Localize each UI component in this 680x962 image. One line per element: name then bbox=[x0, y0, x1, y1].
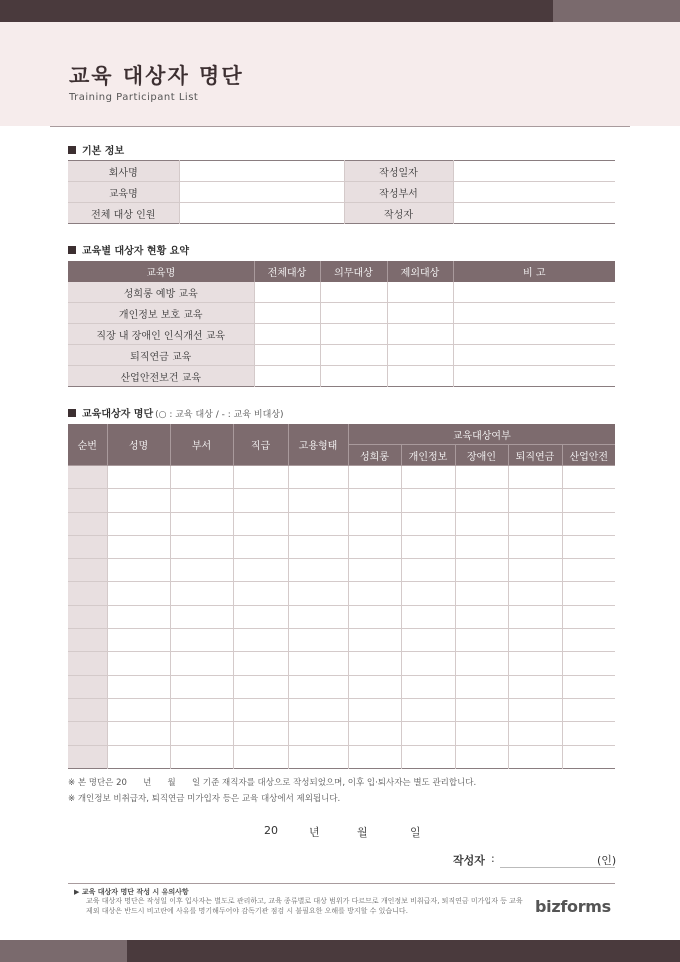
row-label: 성희롱 예방 교육 bbox=[68, 282, 254, 303]
table-cell[interactable] bbox=[320, 345, 387, 366]
table-row bbox=[68, 489, 615, 512]
date-written-label: 작성일자 bbox=[344, 161, 453, 182]
date-written-field[interactable] bbox=[453, 161, 615, 182]
table-cell[interactable] bbox=[107, 466, 170, 489]
basic-info-section-title: 기본 정보 bbox=[68, 142, 124, 157]
table-cell[interactable] bbox=[233, 489, 288, 512]
table-cell[interactable] bbox=[288, 675, 348, 698]
table-cell[interactable] bbox=[233, 675, 288, 698]
row-number-cell[interactable] bbox=[68, 745, 107, 768]
table-cell[interactable] bbox=[562, 675, 615, 698]
table-cell[interactable] bbox=[320, 324, 387, 345]
writer-label: 작성자 bbox=[344, 203, 453, 224]
table-cell[interactable] bbox=[348, 489, 401, 512]
table-row bbox=[68, 582, 615, 605]
table-cell[interactable] bbox=[455, 605, 508, 628]
table-row bbox=[68, 324, 615, 345]
table-cell[interactable] bbox=[348, 535, 401, 558]
notes bbox=[68, 775, 476, 807]
table-cell[interactable] bbox=[288, 466, 348, 489]
table-row bbox=[68, 535, 615, 558]
table-cell[interactable] bbox=[288, 582, 348, 605]
square-bullet-icon bbox=[68, 409, 76, 417]
total-count-label: 전체 대상 인원 bbox=[68, 203, 179, 224]
table-row bbox=[68, 698, 615, 721]
col-excluded: 제외대상 bbox=[387, 261, 453, 282]
col-remarks: 비 고 bbox=[453, 261, 615, 282]
table-cell[interactable] bbox=[401, 466, 455, 489]
table-cell[interactable] bbox=[233, 745, 288, 768]
training-name-field[interactable] bbox=[179, 182, 344, 203]
table-cell[interactable] bbox=[401, 582, 455, 605]
table-cell[interactable] bbox=[453, 282, 615, 303]
table-row bbox=[68, 559, 615, 582]
table-cell[interactable] bbox=[170, 722, 233, 745]
table-cell[interactable] bbox=[288, 698, 348, 721]
table-cell[interactable] bbox=[348, 629, 401, 652]
summary-table bbox=[68, 261, 615, 387]
table-cell[interactable] bbox=[170, 605, 233, 628]
writer-field[interactable] bbox=[453, 203, 615, 224]
table-cell[interactable] bbox=[455, 745, 508, 768]
square-bullet-icon bbox=[68, 146, 76, 154]
table-row bbox=[68, 605, 615, 628]
table-cell[interactable] bbox=[288, 652, 348, 675]
table-cell[interactable] bbox=[233, 605, 288, 628]
table-cell[interactable] bbox=[401, 605, 455, 628]
table-cell[interactable] bbox=[508, 582, 562, 605]
table-cell[interactable] bbox=[562, 466, 615, 489]
table-cell[interactable] bbox=[508, 722, 562, 745]
table-cell[interactable] bbox=[401, 745, 455, 768]
col-group-training-target: 교육대상여부 bbox=[348, 424, 615, 445]
table-cell[interactable] bbox=[107, 722, 170, 745]
table-cell[interactable] bbox=[401, 535, 455, 558]
table-cell[interactable] bbox=[562, 535, 615, 558]
table-cell[interactable] bbox=[562, 582, 615, 605]
company-name-field[interactable] bbox=[179, 161, 344, 182]
table-cell[interactable] bbox=[401, 489, 455, 512]
table-cell[interactable] bbox=[348, 582, 401, 605]
table-cell[interactable] bbox=[562, 652, 615, 675]
table-cell[interactable] bbox=[508, 698, 562, 721]
table-cell[interactable] bbox=[508, 559, 562, 582]
signature-colon: : bbox=[491, 852, 495, 865]
table-cell[interactable] bbox=[508, 605, 562, 628]
row-number-cell[interactable] bbox=[68, 512, 107, 535]
table-cell[interactable] bbox=[508, 466, 562, 489]
table-cell[interactable] bbox=[233, 582, 288, 605]
table-cell[interactable] bbox=[107, 605, 170, 628]
table-row bbox=[68, 512, 615, 535]
col-disability: 장애인 bbox=[455, 445, 508, 466]
table-cell[interactable] bbox=[455, 722, 508, 745]
table-cell[interactable] bbox=[170, 698, 233, 721]
table-cell[interactable] bbox=[387, 303, 453, 324]
roster-legend: (○ : 교육 대상 / - : 교육 비대상) bbox=[155, 410, 284, 420]
table-cell[interactable] bbox=[233, 629, 288, 652]
table-cell[interactable] bbox=[453, 324, 615, 345]
table-cell[interactable] bbox=[170, 535, 233, 558]
table-cell[interactable] bbox=[348, 512, 401, 535]
col-total: 전체대상 bbox=[254, 261, 320, 282]
table-row bbox=[68, 366, 615, 387]
table-cell[interactable] bbox=[170, 559, 233, 582]
row-number-cell[interactable] bbox=[68, 535, 107, 558]
table-cell[interactable] bbox=[348, 745, 401, 768]
seal-mark: (인) bbox=[597, 854, 617, 867]
table-cell[interactable] bbox=[348, 675, 401, 698]
table-cell[interactable] bbox=[233, 535, 288, 558]
table-row bbox=[68, 629, 615, 652]
table-cell[interactable] bbox=[170, 745, 233, 768]
table-cell[interactable] bbox=[387, 366, 453, 387]
table-cell[interactable] bbox=[455, 582, 508, 605]
department-label: 작성부서 bbox=[344, 182, 453, 203]
row-number-cell[interactable] bbox=[68, 582, 107, 605]
row-label: 개인정보 보호 교육 bbox=[68, 303, 254, 324]
table-cell[interactable] bbox=[387, 282, 453, 303]
table-cell[interactable] bbox=[233, 652, 288, 675]
caution-body: 교육 대상자 명단은 작성일 이후 입사자는 별도로 관리하고, 교육 종류별로 대상 범위가 다르므로 개인정보 비취급자, 퇴직연금 미가입자 등 교육 제외 대상은 반드시 비고란에 사유를 명기해두어야 감독기관 점검 시 불필요한 오해를 방지할 수 있습니다. bbox=[86, 897, 523, 915]
summary-section-title: 교육별 대상자 현황 요약 bbox=[68, 242, 189, 257]
table-cell[interactable] bbox=[508, 745, 562, 768]
table-cell[interactable] bbox=[562, 698, 615, 721]
table-cell[interactable] bbox=[107, 512, 170, 535]
table-cell[interactable] bbox=[254, 345, 320, 366]
top-bar-accent bbox=[553, 0, 680, 22]
roster-header-row bbox=[68, 424, 615, 445]
table-cell[interactable] bbox=[288, 489, 348, 512]
table-cell[interactable] bbox=[455, 489, 508, 512]
table-row bbox=[68, 203, 615, 224]
table-cell[interactable] bbox=[320, 303, 387, 324]
table-cell[interactable] bbox=[288, 605, 348, 628]
table-cell[interactable] bbox=[254, 366, 320, 387]
table-cell[interactable] bbox=[254, 303, 320, 324]
table-cell[interactable] bbox=[107, 582, 170, 605]
signature-writer-label: 작성자 bbox=[453, 854, 485, 867]
table-cell[interactable] bbox=[562, 512, 615, 535]
table-cell[interactable] bbox=[348, 559, 401, 582]
table-cell[interactable] bbox=[508, 629, 562, 652]
training-name-label: 교육명 bbox=[68, 182, 179, 203]
company-name-label: 회사명 bbox=[68, 161, 179, 182]
table-cell[interactable] bbox=[455, 512, 508, 535]
table-cell[interactable] bbox=[401, 652, 455, 675]
table-cell[interactable] bbox=[455, 652, 508, 675]
table-cell[interactable] bbox=[453, 345, 615, 366]
table-cell[interactable] bbox=[401, 559, 455, 582]
row-label: 산업안전보건 교육 bbox=[68, 366, 254, 387]
table-cell[interactable] bbox=[348, 605, 401, 628]
table-cell[interactable] bbox=[233, 722, 288, 745]
table-row bbox=[68, 652, 615, 675]
table-cell[interactable] bbox=[170, 582, 233, 605]
roster-section-title: 교육대상자 명단 (○ : 교육 대상 / - : 교육 비대상) bbox=[68, 405, 283, 420]
table-cell[interactable] bbox=[254, 324, 320, 345]
row-number-cell[interactable] bbox=[68, 629, 107, 652]
table-cell[interactable] bbox=[170, 629, 233, 652]
col-pension: 퇴직연금 bbox=[508, 445, 562, 466]
col-department: 부서 bbox=[170, 424, 233, 466]
table-cell[interactable] bbox=[401, 675, 455, 698]
table-row bbox=[68, 466, 615, 489]
table-cell[interactable] bbox=[401, 722, 455, 745]
table-cell[interactable] bbox=[401, 698, 455, 721]
table-cell[interactable] bbox=[288, 535, 348, 558]
caution-title: ▶ 교육 대상자 명단 작성 시 유의사항 bbox=[74, 888, 189, 896]
table-cell[interactable] bbox=[233, 512, 288, 535]
col-name: 성명 bbox=[107, 424, 170, 466]
table-cell[interactable] bbox=[233, 698, 288, 721]
bizforms-logo: bizforms bbox=[535, 897, 611, 916]
table-cell[interactable] bbox=[107, 698, 170, 721]
basic-info-table bbox=[68, 160, 615, 224]
table-row bbox=[68, 303, 615, 324]
row-number-cell[interactable] bbox=[68, 698, 107, 721]
note-line: ※ 개인정보 비취급자, 퇴직연금 미가입자 등은 교육 대상에서 제외됩니다. bbox=[68, 794, 341, 804]
col-privacy: 개인정보 bbox=[401, 445, 455, 466]
row-number-cell[interactable] bbox=[68, 722, 107, 745]
table-cell[interactable] bbox=[233, 559, 288, 582]
col-training-name: 교육명 bbox=[68, 261, 254, 282]
table-cell[interactable] bbox=[455, 675, 508, 698]
table-cell[interactable] bbox=[170, 652, 233, 675]
table-row bbox=[68, 345, 615, 366]
table-row bbox=[68, 722, 615, 745]
table-cell[interactable] bbox=[348, 466, 401, 489]
table-cell[interactable] bbox=[455, 698, 508, 721]
footer-divider bbox=[68, 883, 615, 884]
date-day-unit: 일 bbox=[410, 826, 421, 839]
table-cell[interactable] bbox=[288, 512, 348, 535]
table-cell[interactable] bbox=[288, 745, 348, 768]
date-year: 20 bbox=[264, 824, 278, 837]
col-number: 순번 bbox=[68, 424, 107, 466]
table-row bbox=[68, 282, 615, 303]
square-bullet-icon bbox=[68, 246, 76, 254]
table-cell[interactable] bbox=[107, 535, 170, 558]
table-row bbox=[68, 182, 615, 203]
table-cell[interactable] bbox=[107, 559, 170, 582]
table-cell[interactable] bbox=[170, 512, 233, 535]
table-cell[interactable] bbox=[107, 489, 170, 512]
row-number-cell[interactable] bbox=[68, 652, 107, 675]
table-cell[interactable] bbox=[170, 466, 233, 489]
table-row bbox=[68, 675, 615, 698]
table-cell[interactable] bbox=[107, 745, 170, 768]
table-cell[interactable] bbox=[348, 652, 401, 675]
page-subtitle: Training Participant List bbox=[69, 92, 199, 103]
table-cell[interactable] bbox=[562, 745, 615, 768]
roster-body bbox=[68, 466, 615, 769]
table-cell[interactable] bbox=[455, 466, 508, 489]
row-label: 퇴직연금 교육 bbox=[68, 345, 254, 366]
table-cell[interactable] bbox=[254, 282, 320, 303]
bottom-bar-accent bbox=[0, 940, 127, 962]
row-label: 직장 내 장애인 인식개선 교육 bbox=[68, 324, 254, 345]
col-mandatory: 의무대상 bbox=[320, 261, 387, 282]
table-cell[interactable] bbox=[508, 489, 562, 512]
col-harassment: 성희롱 bbox=[348, 445, 401, 466]
table-cell[interactable] bbox=[508, 652, 562, 675]
table-cell[interactable] bbox=[170, 675, 233, 698]
total-count-field[interactable] bbox=[179, 203, 344, 224]
table-cell[interactable] bbox=[508, 535, 562, 558]
table-cell[interactable] bbox=[455, 535, 508, 558]
row-number-cell[interactable] bbox=[68, 466, 107, 489]
table-cell[interactable] bbox=[288, 559, 348, 582]
table-cell[interactable] bbox=[107, 652, 170, 675]
note-line: ※ 본 명단은 20 년 월 일 기준 재직자를 대상으로 작성되었으며, 이후 입·퇴사자는 별도 관리합니다. bbox=[68, 778, 477, 788]
row-number-cell[interactable] bbox=[68, 559, 107, 582]
table-cell[interactable] bbox=[107, 629, 170, 652]
col-position: 직급 bbox=[233, 424, 288, 466]
table-cell[interactable] bbox=[455, 559, 508, 582]
table-cell[interactable] bbox=[562, 629, 615, 652]
table-cell[interactable] bbox=[288, 629, 348, 652]
table-row bbox=[68, 161, 615, 182]
table-cell[interactable] bbox=[455, 629, 508, 652]
row-number-cell[interactable] bbox=[68, 489, 107, 512]
col-employment-type: 고용형태 bbox=[288, 424, 348, 466]
table-cell[interactable] bbox=[562, 605, 615, 628]
table-cell[interactable] bbox=[453, 303, 615, 324]
row-number-cell[interactable] bbox=[68, 675, 107, 698]
table-cell[interactable] bbox=[170, 489, 233, 512]
table-cell[interactable] bbox=[562, 559, 615, 582]
table-cell[interactable] bbox=[348, 698, 401, 721]
date-year-unit: 년 bbox=[309, 826, 320, 839]
table-cell[interactable] bbox=[562, 722, 615, 745]
table-cell[interactable] bbox=[401, 629, 455, 652]
table-row bbox=[68, 745, 615, 768]
table-cell[interactable] bbox=[348, 722, 401, 745]
table-cell[interactable] bbox=[401, 512, 455, 535]
table-cell[interactable] bbox=[288, 722, 348, 745]
col-safety: 산업안전 bbox=[562, 445, 615, 466]
table-cell[interactable] bbox=[387, 345, 453, 366]
page-title: 교육 대상자 명단 bbox=[69, 64, 244, 88]
table-cell[interactable] bbox=[320, 366, 387, 387]
table-cell[interactable] bbox=[508, 675, 562, 698]
roster-table bbox=[68, 424, 615, 769]
table-cell[interactable] bbox=[320, 282, 387, 303]
table-cell[interactable] bbox=[453, 366, 615, 387]
table-cell[interactable] bbox=[107, 675, 170, 698]
table-cell[interactable] bbox=[562, 489, 615, 512]
date-month-unit: 월 bbox=[357, 826, 368, 839]
table-cell[interactable] bbox=[387, 324, 453, 345]
department-field[interactable] bbox=[453, 182, 615, 203]
table-cell[interactable] bbox=[233, 466, 288, 489]
header-divider bbox=[50, 126, 630, 127]
summary-header-row bbox=[68, 261, 615, 282]
row-number-cell[interactable] bbox=[68, 605, 107, 628]
table-cell[interactable] bbox=[508, 512, 562, 535]
